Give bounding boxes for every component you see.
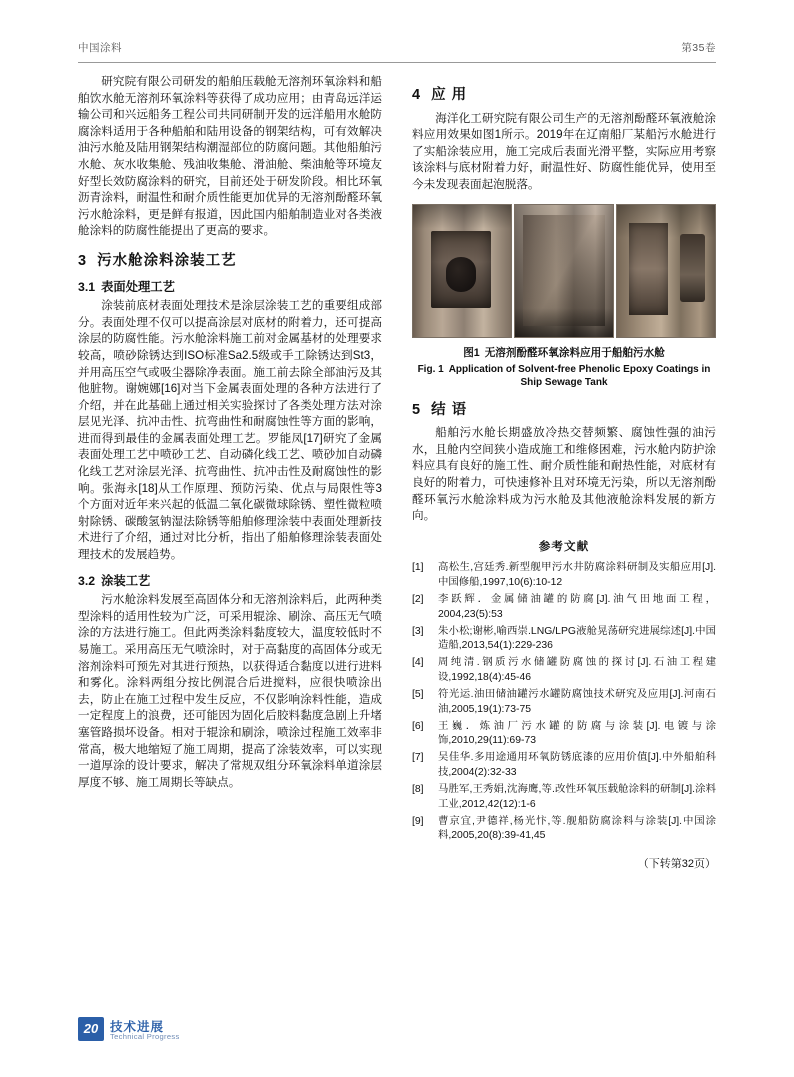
- references-heading: 参考文献: [538, 539, 590, 553]
- reference-text: 符光运.油田储油罐污水罐防腐蚀技术研究及应用[J].河南石油,2005,19(1):73-75: [438, 689, 716, 715]
- subsection-title-3-1: 表面处理工艺: [101, 279, 175, 294]
- subsection-number-3-2: 3.2: [78, 573, 96, 588]
- footer-section-label-en: Technical Progress: [110, 1032, 180, 1041]
- reference-text: 马胜军,王秀娟,沈海鹰,等.改性环氧压载舱涂料的研制[J].涂料工业,2012,42(12):1-6: [438, 784, 716, 810]
- reference-text: 朱小松;谢彬,喻西崇.LNG/LPG液舱晃荡研究进展综述[J].中国造船,2013,54(1):229-236: [438, 625, 716, 652]
- section-title-3: 污水舱涂料涂装工艺: [97, 252, 237, 269]
- section-number-3: 3: [78, 252, 88, 269]
- volume-label: 第35卷: [681, 42, 716, 54]
- reference-number: [4]: [412, 657, 424, 669]
- subsection-number-3-1: 3.1: [78, 279, 96, 294]
- reference-text: 高松生,宫廷秀.新型舰甲污水井防腐涂料研制及实船应用[J].中国修船,1997,10(6):10-12: [438, 562, 716, 588]
- reference-item: [412, 783, 716, 812]
- section-heading-4: [412, 87, 716, 104]
- figure-label-en: Fig. 1: [417, 363, 444, 375]
- reference-text: 王巍．炼油厂污水罐的防腐与涂装[J].电镀与涂饰,2010,29(11):69-73: [438, 720, 716, 747]
- section-number-4: 4: [412, 87, 422, 103]
- reference-item: [412, 593, 716, 622]
- subsection-heading-3-1: [78, 279, 382, 296]
- page-number-badge: 20: [78, 1017, 104, 1041]
- reference-item: [412, 561, 716, 590]
- reference-number: [9]: [412, 815, 424, 827]
- left-column: [78, 74, 382, 791]
- section-heading-5: [412, 402, 716, 419]
- page-footer: [78, 1017, 716, 1049]
- reference-item: [412, 688, 716, 717]
- figure-caption-cn: [412, 346, 716, 360]
- photo-sewage-tank-3: [616, 204, 716, 338]
- paragraph-4: 海洋化工研究院有限公司生产的无溶剂酚醛环氧液舱涂料应用效果如图1所示。2019年在辽南船厂某船污水舱进行了实船涂装应用，施工完成后表面光滑平整，实际应用考察该涂料与底材附着力好，耐温性好、防腐性能优异，使用至今未发现表面起泡脱落。: [412, 111, 716, 191]
- references-list: [412, 561, 716, 844]
- reference-text: 李跃辉．金属储油罐的防腐[J].油气田地面工程，2004,23(5):53: [438, 594, 716, 620]
- reference-item: [412, 625, 716, 654]
- section-number-5: 5: [412, 401, 422, 418]
- reference-text: 周纯清.钢质污水储罐防腐蚀的探讨[J].石油工程建设,1992,18(4):45-46: [438, 657, 716, 683]
- reference-number: [7]: [412, 752, 424, 764]
- subsection-heading-3-2: [78, 573, 382, 590]
- figure-caption-en: [412, 363, 716, 389]
- section-heading-3: [78, 253, 382, 270]
- reference-item: [412, 656, 716, 685]
- reference-number: [2]: [412, 594, 424, 605]
- paragraph-3-2: 污水舱涂料发展至高固体分和无溶剂涂料后，此两种类型涂料的适用性较为广泛，可采用辊涂、刷涂、高压无气喷涂的方法进行施工。但此两类涂料黏度较大，温度较低时不易施工。采用高压无气喷涂时，对于高黏度的高固体分或无溶剂涂料可预先对其进行预热，以获得适合黏度以进行进料和雾化。涂料两组分按比例混合后进搅料，应很快喷涂出去，防止在施工过程中发生反应，不仅影响涂料性能，造成一定程度上的浪费，还可能因为固化后胶料黏度急剧上升堵塞管路损坏设备。相对于辊涂和刷涂，喷涂过程施工效率非常高，极大地缩短了施工周期，提高了涂装效率，可以实现一道厚涂的设计要求，解决了常规双组分环氧涂料单道涂层厚度不够、施工周期长等缺点。: [78, 593, 382, 789]
- reference-item: [412, 720, 716, 749]
- footer-section-label-cn: 技术进展: [110, 1020, 165, 1034]
- reference-item: [412, 815, 716, 844]
- reference-number: [8]: [412, 784, 424, 796]
- figure-caption-text-cn: 无溶剂酚醛环氧涂料应用于船舶污水舱: [484, 346, 665, 359]
- photo-sewage-tank-2: [514, 204, 614, 338]
- right-column: [412, 74, 716, 873]
- figure-label-cn: 图1: [463, 346, 480, 359]
- reference-item: [412, 751, 716, 780]
- reference-text: 曹京宜,尹德祥,杨光忭,等.舰船防腐涂料与涂装[J].中国涂料,2005,20(8):39-41,45: [438, 815, 716, 842]
- journal-name: 中国涂料: [78, 42, 122, 54]
- figure-photo-row: [412, 204, 716, 338]
- photo-sewage-tank-1: [412, 204, 512, 338]
- section-title-5: 结 语: [431, 401, 468, 418]
- figure-caption: [412, 346, 716, 389]
- reference-number: [6]: [412, 720, 424, 732]
- paragraph-continued: 研究院有限公司研发的船舶压载舱无溶剂环氧涂料和船舶饮水舱无溶剂环氧涂料等获得了成功应用；由青岛远洋运输公司和兴远船务工程公司共同研制开发的远洋船用水舱防腐涂料适用于各种船舶和陆用设备的钢架结构，可有效解决油污水舱及陆用钢架结构潮湿部位的防腐问题。其他船舶污水舱、灰水收集舱、残油收集舱、滑油舱、柴油舱等环境友好型长效防腐涂料的研究，目前还处于研发阶段。相比环氧沥青涂料，耐温性和耐介质性能更加优异的无溶剂酚醛环氧污水舱涂料，更是鲜有报道，因此国内船舶制造业对各类液舱涂料的防腐性能提出了更高的要求。: [78, 75, 382, 238]
- reference-text: 吴佳华.多用途通用环氧防锈底漆的应用价值[J].中外船舶科技,2004(2):32-33: [438, 752, 716, 779]
- paragraph-3-1: 涂装前底材表面处理技术是涂层涂装工艺的重要组成部分。表面处理不仅可以提高涂层对底材的附着力，还可提高涂层的防腐性能。污水舱涂料施工前对金属基材的处理要求较高，喷砂除锈达到ISO标准Sa2.5级或手工除锈达到St3，并用高压空气或吸尘器除净表面。施工前去除全部油污及其他脏物。谢婉娜[16]对当下金属表面处理的各种方法进行了介绍，并在此基础上通过相关实验探讨了各类处理方法对涂层见光泽、抗冲击性、抗弯曲性和耐腐蚀性等方面的影响，进而得到最佳的金属表面处理工艺。罗能凤[17]研究了金属表面处理工艺中喷砂工艺、自动磷化线工艺、喷砂加自动磷化线工艺对涂层光泽、抗弯曲性、抗冲击性及耐腐蚀性的影响。张海永[18]从工作原理、预防污染、优点与局限性等3个方面对近年来兴起的低温二氧化碳微球除锈、塑性微粒喷射除锈、碳酸氢钠湿法除锈等船舶修理涂装中表面处理新技术进行了介绍，通过对比分析，指出了船舶修理涂装表面处理技术的发展趋势。: [78, 299, 382, 562]
- reference-number: [5]: [412, 689, 424, 701]
- reference-number: [1]: [412, 562, 424, 574]
- reference-number: [3]: [412, 625, 424, 637]
- paragraph-5: 船舶污水舱长期盛放冷热交替频繁、腐蚀性强的油污水，且舱内空间狭小造成施工和维修困难，污水舱内防护涂料应具有良好的施工性、耐介质性能和耐热性能，对底材有良好的附着力，可快速修补且对环境无污染，所以无溶剂酚醛环氧污水舱涂料成为污水舱及其他液舱涂料发展的新方向。: [412, 426, 716, 523]
- section-title-4: 应 用: [431, 87, 468, 103]
- continued-note: （下转第32页）: [637, 858, 716, 870]
- page-header: [78, 40, 716, 62]
- figure-1: [412, 204, 716, 389]
- header-divider: [78, 62, 716, 63]
- figure-caption-text-en: Application of Solvent-free Phenolic Epoxy Coatings in Ship Sewage Tank: [448, 363, 711, 388]
- subsection-title-3-2: 涂装工艺: [101, 573, 151, 588]
